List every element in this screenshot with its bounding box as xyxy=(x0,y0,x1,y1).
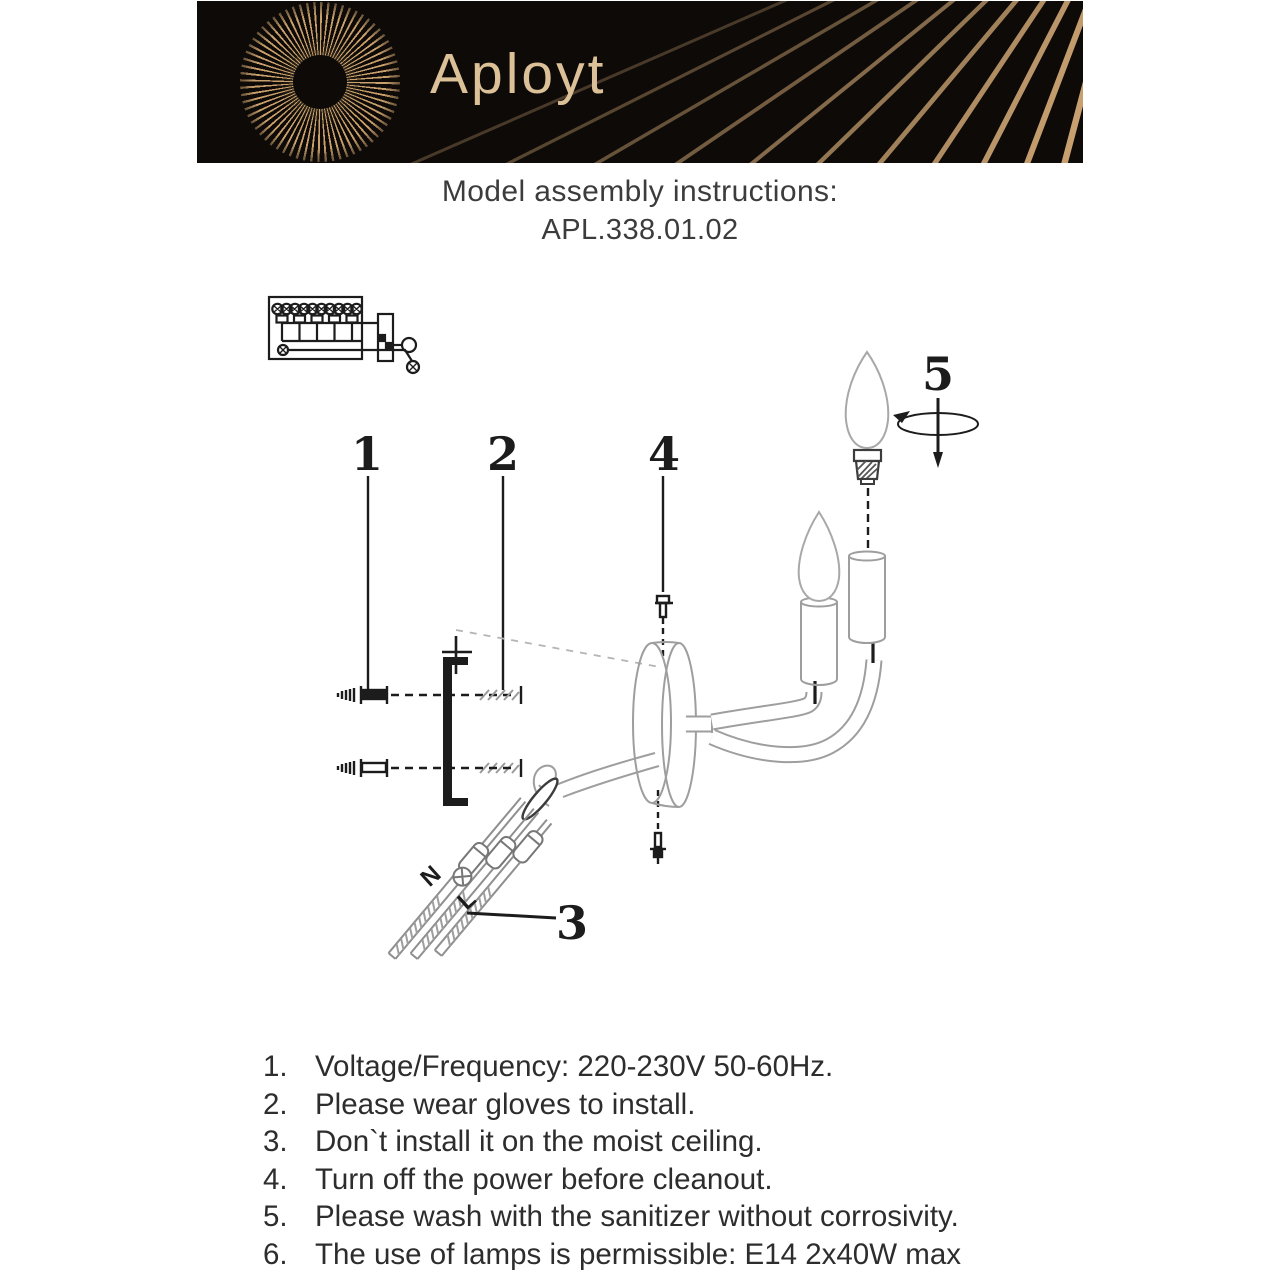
part-label-4: 4 xyxy=(647,427,681,481)
strain-relief-washer xyxy=(518,775,561,823)
instruction-list xyxy=(263,1048,1143,1274)
list-item-text: Please wash with the sanitizer without corrosivity. xyxy=(315,1200,959,1234)
part-3-leader xyxy=(467,913,556,918)
list-item xyxy=(263,1161,1143,1199)
candle-bulb-left xyxy=(799,512,840,601)
page-title: Model assembly instructions: xyxy=(441,175,839,208)
part-5-rotation-indicator xyxy=(893,398,978,468)
candle-socket-left xyxy=(801,598,837,686)
alignment-dashed-line xyxy=(456,630,660,667)
brand-name: Aployt xyxy=(430,42,607,106)
part-4-leader xyxy=(655,476,673,656)
list-item-number: 2. xyxy=(263,1087,288,1121)
part-label-3: 3 xyxy=(555,896,589,950)
list-item-text: Don`t install it on the moist ceiling. xyxy=(315,1125,763,1159)
wall-anchor-2 xyxy=(338,759,521,777)
wire-bundle xyxy=(386,795,555,983)
model-number: APL.338.01.02 xyxy=(541,214,739,246)
list-item-number: 3. xyxy=(263,1125,288,1159)
screw-thread-hatch xyxy=(480,690,519,773)
arm-stub xyxy=(686,716,712,733)
list-item-text: Turn off the power before cleanout. xyxy=(315,1162,773,1196)
list-item-number: 1. xyxy=(263,1050,288,1083)
wire-label-neutral: N xyxy=(415,860,447,893)
part-1-leader xyxy=(338,476,521,704)
part-label-1: 1 xyxy=(350,427,384,481)
loose-bulb-e14 xyxy=(846,352,889,550)
list-item-number: 4. xyxy=(263,1162,288,1196)
list-item-text: The use of lamps is permissible: E14 2x40W max xyxy=(315,1237,961,1271)
list-item xyxy=(263,1048,1143,1086)
mounting-bracket xyxy=(442,636,472,806)
part-label-5: 5 xyxy=(921,347,955,401)
part-label-2: 2 xyxy=(486,427,520,481)
candle-socket-right xyxy=(849,552,885,644)
list-item-number: 6. xyxy=(263,1237,288,1271)
list-item xyxy=(263,1123,1143,1161)
list-item xyxy=(263,1236,1143,1274)
list-item-number: 5. xyxy=(263,1200,288,1234)
terminal-block-diagram xyxy=(269,297,419,373)
lamp-arm-left xyxy=(712,692,814,722)
list-item xyxy=(263,1198,1143,1236)
list-item-text: Please wear gloves to install. xyxy=(315,1087,696,1121)
list-item xyxy=(263,1086,1143,1124)
plate-bottom-screw xyxy=(650,790,666,864)
wire-label-live: L xyxy=(452,885,482,916)
list-item-text: Voltage/Frequency: 220-230V 50-60Hz. xyxy=(315,1050,834,1083)
